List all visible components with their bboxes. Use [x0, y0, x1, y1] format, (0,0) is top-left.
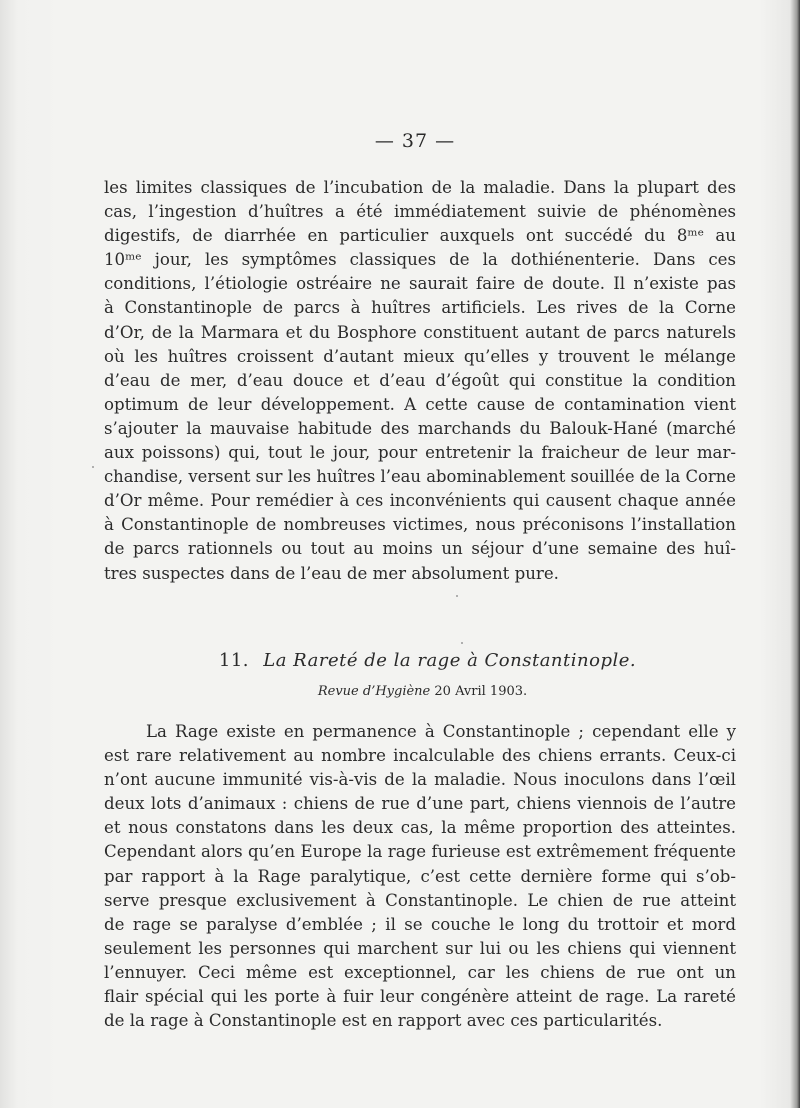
text-line: La Rage existe en permanence à Constantinople ; cependant elle y: [146, 722, 736, 741]
text-line: n’ont aucune immunité vis-à-vis de la maladie. Nous inoculons dans l’œil: [104, 770, 736, 790]
section-source: [0, 684, 800, 699]
section-heading: [0, 650, 800, 671]
text-line: conditions, l’étiologie ostréaire ne saurait faire de doute. Il n’existe pas: [104, 274, 736, 294]
text-line: serve presque exclusivement à Constantinople. Le chien de rue atteint: [104, 890, 736, 910]
section-title: La Rareté de la rage à Constantinople.: [263, 650, 637, 671]
text-line: à Constantinople de parcs à huîtres artificiels. Les rives de la Corne: [104, 298, 736, 318]
text-line: l’ennuyer. Ceci même est exceptionnel, car les chiens de rue ont un: [104, 962, 736, 982]
text-line: s’ajouter la mauvaise habitude des marchands du Balouk-Hané (marché: [104, 418, 736, 438]
source-date: 20 Avril 1903.: [434, 684, 528, 699]
text-line: de parcs rationnels ou tout au moins un séjour d’une semaine des huî-: [104, 539, 736, 559]
source-journal: Revue d’Hygiène: [317, 684, 431, 699]
text-line: par rapport à la Rage paralytique, c’est cette dernière forme qui s’ob-: [104, 866, 736, 886]
text-line: flair spécial qui les porte à fuir leur congénère atteint de rage. La rareté: [104, 987, 736, 1007]
paper-speck: [92, 466, 94, 468]
text-line: d’Or même. Pour remédier à ces inconvénients qui causent chaque année: [104, 491, 736, 511]
text-line: d’Or, de la Marmara et du Bosphore constituent autant de parcs naturels: [104, 322, 736, 342]
text-line: et nous constatons dans les deux cas, la même proportion des atteintes.: [104, 818, 736, 838]
text-line: digestifs, de diarrhée en particulier auxquels ont succédé du 8ᵐᵉ au: [104, 226, 736, 246]
paragraph-rabies: [104, 720, 736, 1033]
page-number: — 37 —: [374, 130, 456, 152]
text-line: où les huîtres croissent d’autant mieux qu’elles y trouvent le mélange: [104, 346, 736, 366]
text-line: 10ᵐᵉ jour, les symptômes classiques de la dothiénenterie. Dans ces: [104, 250, 736, 270]
text-line: les limites classiques de l’incubation de la maladie. Dans la plupart des: [104, 178, 736, 197]
text-line: tres suspectes dans de l’eau de mer absolument pure.: [104, 563, 559, 583]
text-line: Cependant alors qu’en Europe la rage furieuse est extrêmement fréquente: [104, 842, 736, 862]
text-line: optimum de leur développement. A cette cause de contamination vient: [104, 394, 736, 414]
section-number: 11.: [218, 650, 250, 671]
paper-speck: [461, 642, 463, 644]
text-line: est rare relativement au nombre incalculable des chiens errants. Ceux-ci: [104, 746, 736, 766]
paragraph-oysters: [104, 176, 736, 586]
text-line: à Constantinople de nombreuses victimes, nous préconisons l’installation: [104, 515, 736, 535]
text-line: d’eau de mer, d’eau douce et d’eau d’égoût qui constitue la condition: [104, 370, 736, 390]
paper-speck: [456, 595, 458, 597]
text-line: seulement les personnes qui marchent sur lui ou les chiens qui viennent: [104, 938, 736, 958]
text-line: de rage se paralyse d’emblée ; il se couche le long du trottoir et mord: [104, 914, 736, 934]
text-line: cas, l’ingestion d’huîtres a été immédiatement suivie de phénomènes: [104, 202, 736, 222]
text-line: aux poissons) qui, tout le jour, pour entretenir la fraicheur de leur mar-: [104, 443, 736, 463]
text-line: de la rage à Constantinople est en rapport avec ces particularités.: [104, 1011, 663, 1031]
text-line: chandise, versent sur les huîtres l’eau abominablement souillée de la Corne: [104, 467, 736, 487]
text-line: deux lots d’animaux : chiens de rue d’une part, chiens viennois de l’autre: [104, 794, 736, 814]
